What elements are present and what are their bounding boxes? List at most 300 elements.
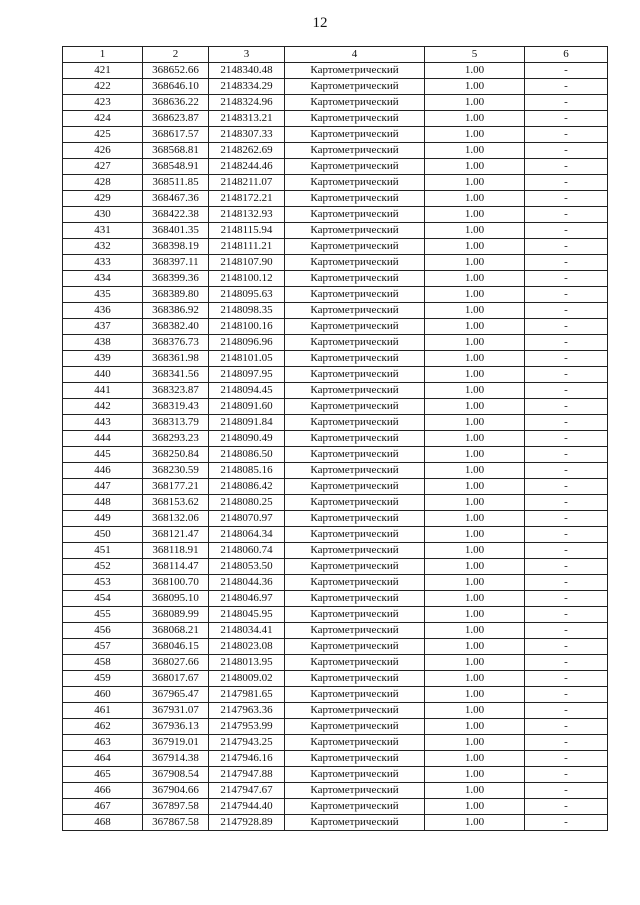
- x-coordinate-cell: 368636.22: [143, 95, 209, 111]
- method-cell: Картометрический: [285, 751, 425, 767]
- method-cell: Картометрический: [285, 495, 425, 511]
- note-cell: -: [525, 623, 608, 639]
- method-cell: Картометрический: [285, 575, 425, 591]
- table-row: [63, 255, 608, 271]
- note-cell: -: [525, 111, 608, 127]
- y-coordinate-cell: 2148100.12: [209, 271, 285, 287]
- method-cell: Картометрический: [285, 351, 425, 367]
- accuracy-cell: 1.00: [425, 143, 525, 159]
- method-cell: Картометрический: [285, 447, 425, 463]
- y-coordinate-cell: 2148094.45: [209, 383, 285, 399]
- accuracy-cell: 1.00: [425, 351, 525, 367]
- point-number-cell: 454: [63, 591, 143, 607]
- note-cell: -: [525, 783, 608, 799]
- method-cell: Картометрический: [285, 415, 425, 431]
- method-cell: Картометрический: [285, 431, 425, 447]
- point-number-cell: 464: [63, 751, 143, 767]
- accuracy-cell: 1.00: [425, 767, 525, 783]
- x-coordinate-cell: 368652.66: [143, 63, 209, 79]
- column-header-4: 4: [285, 47, 425, 63]
- x-coordinate-cell: 368623.87: [143, 111, 209, 127]
- y-coordinate-cell: 2148340.48: [209, 63, 285, 79]
- accuracy-cell: 1.00: [425, 495, 525, 511]
- y-coordinate-cell: 2148096.96: [209, 335, 285, 351]
- y-coordinate-cell: 2148070.97: [209, 511, 285, 527]
- y-coordinate-cell: 2147963.36: [209, 703, 285, 719]
- note-cell: -: [525, 319, 608, 335]
- accuracy-cell: 1.00: [425, 719, 525, 735]
- point-number-cell: 440: [63, 367, 143, 383]
- column-header-1: 1: [63, 47, 143, 63]
- table-row: [63, 511, 608, 527]
- note-cell: -: [525, 527, 608, 543]
- table-header: [63, 47, 608, 63]
- point-number-cell: 426: [63, 143, 143, 159]
- x-coordinate-cell: 368341.56: [143, 367, 209, 383]
- note-cell: -: [525, 687, 608, 703]
- accuracy-cell: 1.00: [425, 623, 525, 639]
- coordinates-table: [62, 46, 608, 831]
- y-coordinate-cell: 2148100.16: [209, 319, 285, 335]
- table-row: [63, 479, 608, 495]
- y-coordinate-cell: 2148262.69: [209, 143, 285, 159]
- x-coordinate-cell: 367897.58: [143, 799, 209, 815]
- accuracy-cell: 1.00: [425, 207, 525, 223]
- accuracy-cell: 1.00: [425, 239, 525, 255]
- table-row: [63, 719, 608, 735]
- column-header-6: 6: [525, 47, 608, 63]
- table-row: [63, 639, 608, 655]
- table-row: [63, 271, 608, 287]
- note-cell: -: [525, 799, 608, 815]
- table-row: [63, 367, 608, 383]
- note-cell: -: [525, 639, 608, 655]
- method-cell: Картометрический: [285, 335, 425, 351]
- column-header-2: 2: [143, 47, 209, 63]
- accuracy-cell: 1.00: [425, 671, 525, 687]
- accuracy-cell: 1.00: [425, 735, 525, 751]
- x-coordinate-cell: 368398.19: [143, 239, 209, 255]
- table-row: [63, 191, 608, 207]
- accuracy-cell: 1.00: [425, 223, 525, 239]
- y-coordinate-cell: 2148053.50: [209, 559, 285, 575]
- method-cell: Картометрический: [285, 383, 425, 399]
- y-coordinate-cell: 2148091.60: [209, 399, 285, 415]
- x-coordinate-cell: 368617.57: [143, 127, 209, 143]
- accuracy-cell: 1.00: [425, 751, 525, 767]
- point-number-cell: 427: [63, 159, 143, 175]
- note-cell: -: [525, 207, 608, 223]
- method-cell: Картометрический: [285, 95, 425, 111]
- table-row: [63, 383, 608, 399]
- table-row: [63, 143, 608, 159]
- point-number-cell: 453: [63, 575, 143, 591]
- table-row: [63, 207, 608, 223]
- point-number-cell: 451: [63, 543, 143, 559]
- method-cell: Картометрический: [285, 319, 425, 335]
- y-coordinate-cell: 2148085.16: [209, 463, 285, 479]
- method-cell: Картометрический: [285, 559, 425, 575]
- point-number-cell: 438: [63, 335, 143, 351]
- x-coordinate-cell: 367965.47: [143, 687, 209, 703]
- point-number-cell: 461: [63, 703, 143, 719]
- x-coordinate-cell: 368646.10: [143, 79, 209, 95]
- accuracy-cell: 1.00: [425, 399, 525, 415]
- x-coordinate-cell: 368319.43: [143, 399, 209, 415]
- accuracy-cell: 1.00: [425, 415, 525, 431]
- note-cell: -: [525, 239, 608, 255]
- table-row: [63, 815, 608, 831]
- y-coordinate-cell: 2147947.88: [209, 767, 285, 783]
- note-cell: -: [525, 719, 608, 735]
- method-cell: Картометрический: [285, 287, 425, 303]
- x-coordinate-cell: 367908.54: [143, 767, 209, 783]
- method-cell: Картометрический: [285, 159, 425, 175]
- method-cell: Картометрический: [285, 303, 425, 319]
- point-number-cell: 429: [63, 191, 143, 207]
- table-row: [63, 559, 608, 575]
- y-coordinate-cell: 2148115.94: [209, 223, 285, 239]
- table-row: [63, 527, 608, 543]
- method-cell: Картометрический: [285, 703, 425, 719]
- y-coordinate-cell: 2147947.67: [209, 783, 285, 799]
- method-cell: Картометрический: [285, 767, 425, 783]
- table-row: [63, 623, 608, 639]
- table-row: [63, 223, 608, 239]
- method-cell: Картометрический: [285, 783, 425, 799]
- table-row: [63, 111, 608, 127]
- y-coordinate-cell: 2148013.95: [209, 655, 285, 671]
- table-row: [63, 575, 608, 591]
- note-cell: -: [525, 751, 608, 767]
- accuracy-cell: 1.00: [425, 463, 525, 479]
- point-number-cell: 441: [63, 383, 143, 399]
- note-cell: -: [525, 335, 608, 351]
- y-coordinate-cell: 2148132.93: [209, 207, 285, 223]
- method-cell: Картометрический: [285, 591, 425, 607]
- x-coordinate-cell: 368313.79: [143, 415, 209, 431]
- x-coordinate-cell: 368397.11: [143, 255, 209, 271]
- y-coordinate-cell: 2148090.49: [209, 431, 285, 447]
- point-number-cell: 424: [63, 111, 143, 127]
- accuracy-cell: 1.00: [425, 287, 525, 303]
- point-number-cell: 452: [63, 559, 143, 575]
- y-coordinate-cell: 2148313.21: [209, 111, 285, 127]
- note-cell: -: [525, 351, 608, 367]
- table-row: [63, 79, 608, 95]
- method-cell: Картометрический: [285, 175, 425, 191]
- x-coordinate-cell: 368422.38: [143, 207, 209, 223]
- point-number-cell: 448: [63, 495, 143, 511]
- table-row: [63, 783, 608, 799]
- x-coordinate-cell: 368095.10: [143, 591, 209, 607]
- method-cell: Картометрический: [285, 399, 425, 415]
- x-coordinate-cell: 368089.99: [143, 607, 209, 623]
- point-number-cell: 468: [63, 815, 143, 831]
- table-row: [63, 607, 608, 623]
- note-cell: -: [525, 255, 608, 271]
- point-number-cell: 465: [63, 767, 143, 783]
- method-cell: Картометрический: [285, 527, 425, 543]
- note-cell: -: [525, 143, 608, 159]
- method-cell: Картометрический: [285, 735, 425, 751]
- point-number-cell: 428: [63, 175, 143, 191]
- point-number-cell: 442: [63, 399, 143, 415]
- y-coordinate-cell: 2148046.97: [209, 591, 285, 607]
- point-number-cell: 431: [63, 223, 143, 239]
- y-coordinate-cell: 2148064.34: [209, 527, 285, 543]
- note-cell: -: [525, 367, 608, 383]
- y-coordinate-cell: 2148023.08: [209, 639, 285, 655]
- x-coordinate-cell: 368121.47: [143, 527, 209, 543]
- point-number-cell: 456: [63, 623, 143, 639]
- method-cell: Картометрический: [285, 271, 425, 287]
- y-coordinate-cell: 2147944.40: [209, 799, 285, 815]
- accuracy-cell: 1.00: [425, 303, 525, 319]
- y-coordinate-cell: 2148107.90: [209, 255, 285, 271]
- method-cell: Картометрический: [285, 511, 425, 527]
- x-coordinate-cell: 368118.91: [143, 543, 209, 559]
- table-row: [63, 703, 608, 719]
- note-cell: -: [525, 735, 608, 751]
- note-cell: -: [525, 159, 608, 175]
- x-coordinate-cell: 368068.21: [143, 623, 209, 639]
- method-cell: Картометрический: [285, 463, 425, 479]
- accuracy-cell: 1.00: [425, 191, 525, 207]
- x-coordinate-cell: 368177.21: [143, 479, 209, 495]
- point-number-cell: 458: [63, 655, 143, 671]
- table-row: [63, 751, 608, 767]
- method-cell: Картометрический: [285, 719, 425, 735]
- point-number-cell: 436: [63, 303, 143, 319]
- method-cell: Картометрический: [285, 143, 425, 159]
- x-coordinate-cell: 367931.07: [143, 703, 209, 719]
- point-number-cell: 422: [63, 79, 143, 95]
- note-cell: -: [525, 767, 608, 783]
- table-row: [63, 175, 608, 191]
- method-cell: Картометрический: [285, 543, 425, 559]
- note-cell: -: [525, 575, 608, 591]
- point-number-cell: 421: [63, 63, 143, 79]
- y-coordinate-cell: 2148324.96: [209, 95, 285, 111]
- point-number-cell: 439: [63, 351, 143, 367]
- method-cell: Картометрический: [285, 255, 425, 271]
- accuracy-cell: 1.00: [425, 639, 525, 655]
- note-cell: -: [525, 415, 608, 431]
- x-coordinate-cell: 368250.84: [143, 447, 209, 463]
- y-coordinate-cell: 2148172.21: [209, 191, 285, 207]
- y-coordinate-cell: 2148009.02: [209, 671, 285, 687]
- table-body: [63, 63, 608, 831]
- accuracy-cell: 1.00: [425, 319, 525, 335]
- table-row: [63, 399, 608, 415]
- point-number-cell: 433: [63, 255, 143, 271]
- accuracy-cell: 1.00: [425, 127, 525, 143]
- point-number-cell: 432: [63, 239, 143, 255]
- table-row: [63, 431, 608, 447]
- accuracy-cell: 1.00: [425, 559, 525, 575]
- note-cell: -: [525, 543, 608, 559]
- note-cell: -: [525, 559, 608, 575]
- x-coordinate-cell: 368399.36: [143, 271, 209, 287]
- note-cell: -: [525, 79, 608, 95]
- method-cell: Картометрический: [285, 639, 425, 655]
- x-coordinate-cell: 367867.58: [143, 815, 209, 831]
- point-number-cell: 447: [63, 479, 143, 495]
- x-coordinate-cell: 368568.81: [143, 143, 209, 159]
- x-coordinate-cell: 368467.36: [143, 191, 209, 207]
- y-coordinate-cell: 2148111.21: [209, 239, 285, 255]
- method-cell: Картометрический: [285, 191, 425, 207]
- accuracy-cell: 1.00: [425, 575, 525, 591]
- point-number-cell: 459: [63, 671, 143, 687]
- x-coordinate-cell: 368361.98: [143, 351, 209, 367]
- x-coordinate-cell: 368046.15: [143, 639, 209, 655]
- table-row: [63, 591, 608, 607]
- x-coordinate-cell: 367919.01: [143, 735, 209, 751]
- accuracy-cell: 1.00: [425, 255, 525, 271]
- x-coordinate-cell: 367914.38: [143, 751, 209, 767]
- point-number-cell: 434: [63, 271, 143, 287]
- note-cell: -: [525, 607, 608, 623]
- x-coordinate-cell: 368114.47: [143, 559, 209, 575]
- accuracy-cell: 1.00: [425, 543, 525, 559]
- table-row: [63, 239, 608, 255]
- note-cell: -: [525, 287, 608, 303]
- note-cell: -: [525, 815, 608, 831]
- point-number-cell: 444: [63, 431, 143, 447]
- x-coordinate-cell: 368027.66: [143, 655, 209, 671]
- method-cell: Картометрический: [285, 111, 425, 127]
- y-coordinate-cell: 2148060.74: [209, 543, 285, 559]
- note-cell: -: [525, 447, 608, 463]
- x-coordinate-cell: 368382.40: [143, 319, 209, 335]
- table-row: [63, 335, 608, 351]
- point-number-cell: 457: [63, 639, 143, 655]
- note-cell: -: [525, 399, 608, 415]
- method-cell: Картометрический: [285, 239, 425, 255]
- point-number-cell: 466: [63, 783, 143, 799]
- accuracy-cell: 1.00: [425, 79, 525, 95]
- accuracy-cell: 1.00: [425, 431, 525, 447]
- y-coordinate-cell: 2147953.99: [209, 719, 285, 735]
- method-cell: Картометрический: [285, 607, 425, 623]
- accuracy-cell: 1.00: [425, 655, 525, 671]
- y-coordinate-cell: 2148211.07: [209, 175, 285, 191]
- accuracy-cell: 1.00: [425, 511, 525, 527]
- method-cell: Картометрический: [285, 79, 425, 95]
- point-number-cell: 460: [63, 687, 143, 703]
- method-cell: Картометрический: [285, 687, 425, 703]
- y-coordinate-cell: 2148098.35: [209, 303, 285, 319]
- accuracy-cell: 1.00: [425, 367, 525, 383]
- table-row: [63, 799, 608, 815]
- y-coordinate-cell: 2147946.16: [209, 751, 285, 767]
- x-coordinate-cell: 368017.67: [143, 671, 209, 687]
- y-coordinate-cell: 2148086.42: [209, 479, 285, 495]
- method-cell: Картометрический: [285, 207, 425, 223]
- y-coordinate-cell: 2148091.84: [209, 415, 285, 431]
- y-coordinate-cell: 2148334.29: [209, 79, 285, 95]
- y-coordinate-cell: 2147928.89: [209, 815, 285, 831]
- note-cell: -: [525, 431, 608, 447]
- note-cell: -: [525, 463, 608, 479]
- note-cell: -: [525, 271, 608, 287]
- accuracy-cell: 1.00: [425, 479, 525, 495]
- accuracy-cell: 1.00: [425, 703, 525, 719]
- table-row: [63, 495, 608, 511]
- method-cell: Картометрический: [285, 655, 425, 671]
- method-cell: Картометрический: [285, 671, 425, 687]
- accuracy-cell: 1.00: [425, 63, 525, 79]
- x-coordinate-cell: 368401.35: [143, 223, 209, 239]
- note-cell: -: [525, 191, 608, 207]
- y-coordinate-cell: 2148095.63: [209, 287, 285, 303]
- point-number-cell: 423: [63, 95, 143, 111]
- y-coordinate-cell: 2147943.25: [209, 735, 285, 751]
- note-cell: -: [525, 703, 608, 719]
- y-coordinate-cell: 2148044.36: [209, 575, 285, 591]
- accuracy-cell: 1.00: [425, 687, 525, 703]
- point-number-cell: 467: [63, 799, 143, 815]
- note-cell: -: [525, 479, 608, 495]
- table-row: [63, 415, 608, 431]
- table-row: [63, 655, 608, 671]
- note-cell: -: [525, 63, 608, 79]
- table-row: [63, 303, 608, 319]
- table-row: [63, 287, 608, 303]
- method-cell: Картометрический: [285, 799, 425, 815]
- point-number-cell: 443: [63, 415, 143, 431]
- x-coordinate-cell: 368389.80: [143, 287, 209, 303]
- x-coordinate-cell: 368100.70: [143, 575, 209, 591]
- accuracy-cell: 1.00: [425, 111, 525, 127]
- note-cell: -: [525, 175, 608, 191]
- x-coordinate-cell: 368230.59: [143, 463, 209, 479]
- accuracy-cell: 1.00: [425, 271, 525, 287]
- column-header-3: 3: [209, 47, 285, 63]
- note-cell: -: [525, 495, 608, 511]
- note-cell: -: [525, 671, 608, 687]
- point-number-cell: 463: [63, 735, 143, 751]
- y-coordinate-cell: 2148086.50: [209, 447, 285, 463]
- x-coordinate-cell: 367936.13: [143, 719, 209, 735]
- point-number-cell: 450: [63, 527, 143, 543]
- y-coordinate-cell: 2148307.33: [209, 127, 285, 143]
- table-row: [63, 319, 608, 335]
- accuracy-cell: 1.00: [425, 175, 525, 191]
- method-cell: Картометрический: [285, 479, 425, 495]
- note-cell: -: [525, 95, 608, 111]
- note-cell: -: [525, 383, 608, 399]
- accuracy-cell: 1.00: [425, 95, 525, 111]
- method-cell: Картометрический: [285, 815, 425, 831]
- point-number-cell: 462: [63, 719, 143, 735]
- table-row: [63, 735, 608, 751]
- y-coordinate-cell: 2147981.65: [209, 687, 285, 703]
- note-cell: -: [525, 303, 608, 319]
- accuracy-cell: 1.00: [425, 527, 525, 543]
- accuracy-cell: 1.00: [425, 159, 525, 175]
- y-coordinate-cell: 2148097.95: [209, 367, 285, 383]
- header-row: [63, 47, 608, 63]
- table-row: [63, 63, 608, 79]
- note-cell: -: [525, 591, 608, 607]
- y-coordinate-cell: 2148034.41: [209, 623, 285, 639]
- accuracy-cell: 1.00: [425, 815, 525, 831]
- table-row: [63, 687, 608, 703]
- accuracy-cell: 1.00: [425, 383, 525, 399]
